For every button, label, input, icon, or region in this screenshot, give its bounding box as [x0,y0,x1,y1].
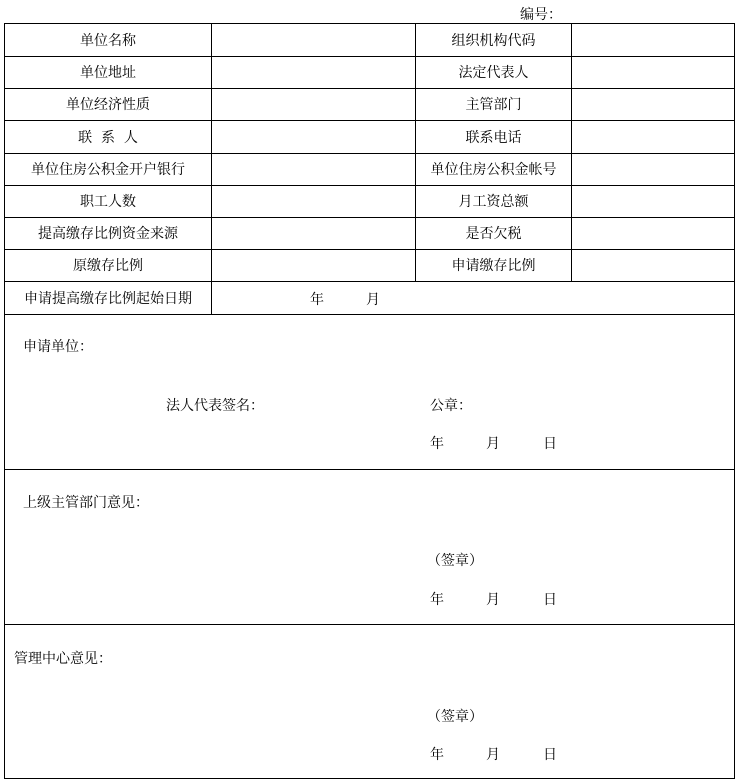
center-date-month: 月 [486,747,500,763]
superior-date-day: 日 [543,592,557,608]
economic-nature-field[interactable] [212,88,415,120]
field-label-fund-bank: 单位住房公积金开户银行 [31,162,185,178]
legal-rep-field[interactable] [572,56,733,88]
field-label-contact-phone: 联系电话 [465,129,522,146]
tax-arrears-field[interactable] [572,217,733,249]
applicant-date-day: 日 [543,436,557,452]
application-form [4,23,735,779]
contact-phone-field[interactable] [572,120,733,153]
original-rate-field[interactable] [212,249,415,281]
requested-rate-field[interactable] [572,249,733,281]
unit-name-field[interactable] [212,24,415,56]
applicant-section-title: 申请单位： [23,339,93,355]
contact-person-field[interactable] [212,120,415,153]
monthly-wage-field[interactable] [572,185,733,217]
legal-rep-signature-label: 法人代表签名： [166,398,264,414]
field-label-employee-count: 职工人数 [80,194,136,210]
field-label-requested-rate: 申请缴存比例 [451,258,536,274]
field-label-supervising-dept: 主管部门 [465,97,522,113]
field-label-tax-arrears: 是否欠税 [465,226,522,242]
field-label-fund-source: 提高缴存比例资金来源 [38,226,178,242]
center-opinion-title: 管理中心意见： [14,651,112,667]
fund-account-field[interactable] [572,153,733,185]
superior-seal-label: （签章） [427,553,483,569]
section-divider [5,469,734,470]
superior-date-month: 月 [486,592,500,608]
field-label-org-code: 组织机构代码 [451,33,536,49]
fund-source-field[interactable] [212,217,415,249]
superior-date-year: 年 [430,592,444,608]
center-seal-label: （签章） [427,709,483,725]
field-label-monthly-wage: 月工资总额 [458,194,529,210]
row-divider [5,314,734,315]
field-label-original-rate: 原缴存比例 [73,258,143,274]
field-label-fund-account: 单位住房公积金帐号 [430,162,557,178]
serial-number-label: 编号： [520,7,562,23]
employee-count-field[interactable] [212,185,415,217]
center-date-year: 年 [430,747,444,763]
fund-bank-field[interactable] [212,153,415,185]
supervising-dept-field[interactable] [572,88,733,120]
superior-opinion-title: 上级主管部门意见： [23,495,149,511]
org-code-field[interactable] [572,24,733,56]
unit-address-field[interactable] [212,56,415,88]
field-label-contact-person: 联 系 人 [78,129,138,146]
field-label-start-date: 申请提高缴存比例起始日期 [24,290,192,307]
start-date-month-label: 月 [366,292,380,308]
field-label-economic-nature: 单位经济性质 [66,97,150,113]
field-label-unit-address: 单位地址 [80,65,136,81]
center-date-day: 日 [543,747,557,763]
official-seal-label: 公章： [430,398,472,414]
field-label-legal-rep: 法定代表人 [458,65,529,81]
applicant-date-month: 月 [486,436,500,452]
start-date-year-label: 年 [310,292,324,308]
applicant-date-year: 年 [430,436,444,452]
section-divider [5,624,734,625]
field-label-unit-name: 单位名称 [80,33,136,49]
